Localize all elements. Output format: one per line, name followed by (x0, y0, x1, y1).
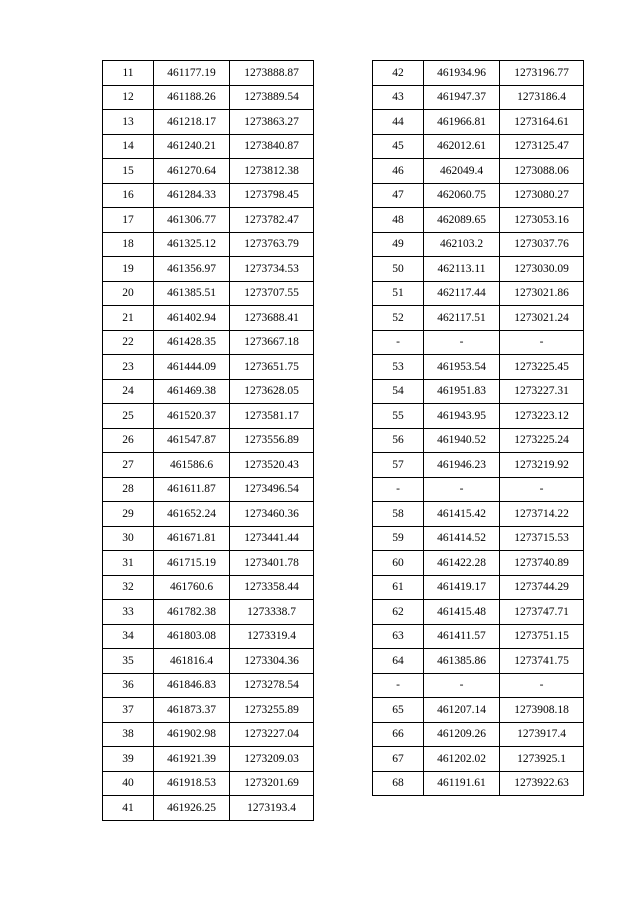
point-number-cell: 45 (373, 134, 424, 159)
x-coordinate-cell: 461306.77 (154, 208, 230, 233)
table-row (103, 551, 314, 576)
coordinates-table-left (102, 60, 314, 821)
y-coordinate-cell: 1273125.47 (500, 134, 584, 159)
table-row (373, 404, 584, 429)
point-number-cell: 55 (373, 404, 424, 429)
y-coordinate-cell: 1273223.12 (500, 404, 584, 429)
x-coordinate-cell: 461209.26 (424, 722, 500, 747)
point-number-cell: 50 (373, 257, 424, 282)
y-coordinate-cell: 1273747.71 (500, 600, 584, 625)
x-coordinate-cell: 461953.54 (424, 355, 500, 380)
y-coordinate-cell: 1273401.78 (230, 551, 314, 576)
y-coordinate-cell: 1273840.87 (230, 134, 314, 159)
point-number-cell: 40 (103, 771, 154, 796)
point-number-cell: 11 (103, 61, 154, 86)
y-coordinate-cell: 1273255.89 (230, 698, 314, 723)
table-row (373, 502, 584, 527)
table-row (373, 232, 584, 257)
point-number-cell: 23 (103, 355, 154, 380)
x-coordinate-cell: 461402.94 (154, 306, 230, 331)
table-row (103, 159, 314, 184)
x-coordinate-cell: 461419.17 (424, 575, 500, 600)
table-row (373, 771, 584, 796)
table-row (373, 85, 584, 110)
y-coordinate-cell: 1273812.38 (230, 159, 314, 184)
y-coordinate-cell: 1273053.16 (500, 208, 584, 233)
x-coordinate-cell: 461586.6 (154, 453, 230, 478)
point-number-cell: 60 (373, 551, 424, 576)
table-row (373, 428, 584, 453)
y-coordinate-cell: 1273209.03 (230, 747, 314, 772)
x-coordinate-cell: 461760.6 (154, 575, 230, 600)
x-coordinate-cell: 462103.2 (424, 232, 500, 257)
point-number-cell: 19 (103, 257, 154, 282)
y-coordinate-cell: 1273917.4 (500, 722, 584, 747)
y-coordinate-cell: 1273741.75 (500, 649, 584, 674)
y-coordinate-cell: 1273628.05 (230, 379, 314, 404)
x-coordinate-cell: 461946.23 (424, 453, 500, 478)
table-row (103, 306, 314, 331)
y-coordinate-cell: 1273922.63 (500, 771, 584, 796)
point-number-cell: 67 (373, 747, 424, 772)
x-coordinate-cell: 462117.44 (424, 281, 500, 306)
x-coordinate-cell: 461846.83 (154, 673, 230, 698)
point-number-cell: 38 (103, 722, 154, 747)
table-row (103, 502, 314, 527)
y-coordinate-cell: 1273782.47 (230, 208, 314, 233)
table-row (103, 722, 314, 747)
table-row (373, 649, 584, 674)
y-coordinate-cell: 1273278.54 (230, 673, 314, 698)
point-number-cell: 31 (103, 551, 154, 576)
y-coordinate-cell: 1273037.76 (500, 232, 584, 257)
point-number-cell: 35 (103, 649, 154, 674)
point-number-cell: 28 (103, 477, 154, 502)
x-coordinate-cell: 461469.38 (154, 379, 230, 404)
x-coordinate-cell: 461415.48 (424, 600, 500, 625)
y-coordinate-cell: 1273201.69 (230, 771, 314, 796)
x-coordinate-cell: - (424, 330, 500, 355)
table-row (103, 771, 314, 796)
point-number-cell: 17 (103, 208, 154, 233)
y-coordinate-cell: - (500, 673, 584, 698)
x-coordinate-cell: 461934.96 (424, 61, 500, 86)
point-number-cell: 26 (103, 428, 154, 453)
table-row (103, 673, 314, 698)
point-number-cell: 47 (373, 183, 424, 208)
x-coordinate-cell: 461385.51 (154, 281, 230, 306)
table-row (373, 183, 584, 208)
y-coordinate-cell: 1273164.61 (500, 110, 584, 135)
point-number-cell: 64 (373, 649, 424, 674)
table-row (103, 477, 314, 502)
y-coordinate-cell: 1273925.1 (500, 747, 584, 772)
table-row (103, 747, 314, 772)
table-row (103, 134, 314, 159)
x-coordinate-cell: 462089.65 (424, 208, 500, 233)
y-coordinate-cell: - (500, 330, 584, 355)
y-coordinate-cell: 1273319.4 (230, 624, 314, 649)
x-coordinate-cell: 461188.26 (154, 85, 230, 110)
y-coordinate-cell: 1273358.44 (230, 575, 314, 600)
table-row (373, 281, 584, 306)
y-coordinate-cell: 1273888.87 (230, 61, 314, 86)
table-row (373, 526, 584, 551)
y-coordinate-cell: 1273734.53 (230, 257, 314, 282)
point-number-cell: - (373, 673, 424, 698)
table-row (373, 134, 584, 159)
x-coordinate-cell: 461921.39 (154, 747, 230, 772)
point-number-cell: 49 (373, 232, 424, 257)
x-coordinate-cell: 461926.25 (154, 796, 230, 821)
point-number-cell: 29 (103, 502, 154, 527)
table-row (373, 477, 584, 502)
table-row (373, 379, 584, 404)
y-coordinate-cell: 1273021.86 (500, 281, 584, 306)
table-row (103, 575, 314, 600)
y-coordinate-cell: 1273186.4 (500, 85, 584, 110)
table-row (103, 61, 314, 86)
y-coordinate-cell: 1273193.4 (230, 796, 314, 821)
table-row (103, 428, 314, 453)
point-number-cell: 24 (103, 379, 154, 404)
point-number-cell: 48 (373, 208, 424, 233)
table-row (103, 698, 314, 723)
y-coordinate-cell: 1273225.45 (500, 355, 584, 380)
y-coordinate-cell: 1273496.54 (230, 477, 314, 502)
point-number-cell: 36 (103, 673, 154, 698)
point-number-cell: 52 (373, 306, 424, 331)
table-row (103, 330, 314, 355)
x-coordinate-cell: 461966.81 (424, 110, 500, 135)
point-number-cell: 53 (373, 355, 424, 380)
x-coordinate-cell: 461943.95 (424, 404, 500, 429)
x-coordinate-cell: 461270.64 (154, 159, 230, 184)
point-number-cell: 61 (373, 575, 424, 600)
x-coordinate-cell: 461177.19 (154, 61, 230, 86)
x-coordinate-cell: 461652.24 (154, 502, 230, 527)
x-coordinate-cell: 462049.4 (424, 159, 500, 184)
point-number-cell: 68 (373, 771, 424, 796)
y-coordinate-cell: 1273441.44 (230, 526, 314, 551)
point-number-cell: 22 (103, 330, 154, 355)
y-coordinate-cell: 1273581.17 (230, 404, 314, 429)
x-coordinate-cell: 462012.61 (424, 134, 500, 159)
y-coordinate-cell: 1273908.18 (500, 698, 584, 723)
x-coordinate-cell: 461671.81 (154, 526, 230, 551)
point-number-cell: 30 (103, 526, 154, 551)
table-row (373, 722, 584, 747)
point-number-cell: 15 (103, 159, 154, 184)
table-row (373, 624, 584, 649)
x-coordinate-cell: 462117.51 (424, 306, 500, 331)
table-row (373, 61, 584, 86)
y-coordinate-cell: 1273227.04 (230, 722, 314, 747)
x-coordinate-cell: 461715.19 (154, 551, 230, 576)
point-number-cell: 37 (103, 698, 154, 723)
table-row (373, 159, 584, 184)
x-coordinate-cell: 461782.38 (154, 600, 230, 625)
y-coordinate-cell: 1273740.89 (500, 551, 584, 576)
x-coordinate-cell: 461940.52 (424, 428, 500, 453)
y-coordinate-cell: 1273021.24 (500, 306, 584, 331)
x-coordinate-cell: 461428.35 (154, 330, 230, 355)
y-coordinate-cell: 1273688.41 (230, 306, 314, 331)
y-coordinate-cell: 1273219.92 (500, 453, 584, 478)
point-number-cell: 57 (373, 453, 424, 478)
x-coordinate-cell: 461816.4 (154, 649, 230, 674)
point-number-cell: 41 (103, 796, 154, 821)
x-coordinate-cell: 461444.09 (154, 355, 230, 380)
table-row (103, 624, 314, 649)
point-number-cell: 42 (373, 61, 424, 86)
y-coordinate-cell: 1273863.27 (230, 110, 314, 135)
point-number-cell: 44 (373, 110, 424, 135)
x-coordinate-cell: 461947.37 (424, 85, 500, 110)
point-number-cell: 58 (373, 502, 424, 527)
point-number-cell: 51 (373, 281, 424, 306)
y-coordinate-cell: 1273225.24 (500, 428, 584, 453)
x-coordinate-cell: 461873.37 (154, 698, 230, 723)
table-row (103, 796, 314, 821)
x-coordinate-cell: 461240.21 (154, 134, 230, 159)
point-number-cell: 12 (103, 85, 154, 110)
table-row (373, 600, 584, 625)
x-coordinate-cell: 461356.97 (154, 257, 230, 282)
x-coordinate-cell: 461202.02 (424, 747, 500, 772)
table-row (373, 575, 584, 600)
point-number-cell: - (373, 477, 424, 502)
table-row (103, 85, 314, 110)
table-row (103, 379, 314, 404)
table-row (103, 404, 314, 429)
y-coordinate-cell: 1273304.36 (230, 649, 314, 674)
table-row (373, 110, 584, 135)
y-coordinate-cell: 1273889.54 (230, 85, 314, 110)
table-row (103, 208, 314, 233)
y-coordinate-cell: 1273744.29 (500, 575, 584, 600)
point-number-cell: 54 (373, 379, 424, 404)
point-number-cell: 34 (103, 624, 154, 649)
y-coordinate-cell: - (500, 477, 584, 502)
table-row (373, 257, 584, 282)
y-coordinate-cell: 1273714.22 (500, 502, 584, 527)
point-number-cell: 20 (103, 281, 154, 306)
point-number-cell: 66 (373, 722, 424, 747)
point-number-cell: 43 (373, 85, 424, 110)
x-coordinate-cell: - (424, 673, 500, 698)
x-coordinate-cell: 462113.11 (424, 257, 500, 282)
point-number-cell: 13 (103, 110, 154, 135)
y-coordinate-cell: 1273751.15 (500, 624, 584, 649)
point-number-cell: 63 (373, 624, 424, 649)
point-number-cell: 46 (373, 159, 424, 184)
point-number-cell: 32 (103, 575, 154, 600)
table-row (373, 673, 584, 698)
point-number-cell: 25 (103, 404, 154, 429)
point-number-cell: 18 (103, 232, 154, 257)
y-coordinate-cell: 1273088.06 (500, 159, 584, 184)
table-row (103, 355, 314, 380)
table-row (373, 747, 584, 772)
point-number-cell: 59 (373, 526, 424, 551)
point-number-cell: - (373, 330, 424, 355)
x-coordinate-cell: 461284.33 (154, 183, 230, 208)
y-coordinate-cell: 1273227.31 (500, 379, 584, 404)
point-number-cell: 33 (103, 600, 154, 625)
x-coordinate-cell: 461207.14 (424, 698, 500, 723)
point-number-cell: 14 (103, 134, 154, 159)
y-coordinate-cell: 1273030.09 (500, 257, 584, 282)
x-coordinate-cell: 461325.12 (154, 232, 230, 257)
y-coordinate-cell: 1273556.89 (230, 428, 314, 453)
x-coordinate-cell: 461414.52 (424, 526, 500, 551)
y-coordinate-cell: 1273460.36 (230, 502, 314, 527)
y-coordinate-cell: 1273707.55 (230, 281, 314, 306)
table-row (373, 208, 584, 233)
table-row (103, 526, 314, 551)
x-coordinate-cell: 461902.98 (154, 722, 230, 747)
table-row (103, 183, 314, 208)
table-row (103, 600, 314, 625)
table-row (373, 330, 584, 355)
x-coordinate-cell: 461951.83 (424, 379, 500, 404)
table-row (373, 551, 584, 576)
y-coordinate-cell: 1273715.53 (500, 526, 584, 551)
y-coordinate-cell: 1273763.79 (230, 232, 314, 257)
point-number-cell: 27 (103, 453, 154, 478)
y-coordinate-cell: 1273520.43 (230, 453, 314, 478)
table-row (373, 306, 584, 331)
point-number-cell: 56 (373, 428, 424, 453)
y-coordinate-cell: 1273338.7 (230, 600, 314, 625)
y-coordinate-cell: 1273196.77 (500, 61, 584, 86)
x-coordinate-cell: 461803.08 (154, 624, 230, 649)
x-coordinate-cell: 461918.53 (154, 771, 230, 796)
point-number-cell: 65 (373, 698, 424, 723)
x-coordinate-cell: 461422.28 (424, 551, 500, 576)
table-row (103, 232, 314, 257)
y-coordinate-cell: 1273080.27 (500, 183, 584, 208)
table-row (373, 453, 584, 478)
table-row (373, 355, 584, 380)
x-coordinate-cell: 461385.86 (424, 649, 500, 674)
point-number-cell: 62 (373, 600, 424, 625)
point-number-cell: 39 (103, 747, 154, 772)
point-number-cell: 16 (103, 183, 154, 208)
x-coordinate-cell: 461411.57 (424, 624, 500, 649)
x-coordinate-cell: 461611.87 (154, 477, 230, 502)
x-coordinate-cell: 461520.37 (154, 404, 230, 429)
y-coordinate-cell: 1273651.75 (230, 355, 314, 380)
y-coordinate-cell: 1273667.18 (230, 330, 314, 355)
point-number-cell: 21 (103, 306, 154, 331)
x-coordinate-cell: 462060.75 (424, 183, 500, 208)
coordinates-table-right (372, 60, 584, 796)
y-coordinate-cell: 1273798.45 (230, 183, 314, 208)
table-row (103, 110, 314, 135)
x-coordinate-cell: - (424, 477, 500, 502)
x-coordinate-cell: 461218.17 (154, 110, 230, 135)
x-coordinate-cell: 461415.42 (424, 502, 500, 527)
x-coordinate-cell: 461191.61 (424, 771, 500, 796)
table-row (103, 257, 314, 282)
table-row (103, 649, 314, 674)
table-row (103, 453, 314, 478)
table-row (103, 281, 314, 306)
table-row (373, 698, 584, 723)
x-coordinate-cell: 461547.87 (154, 428, 230, 453)
